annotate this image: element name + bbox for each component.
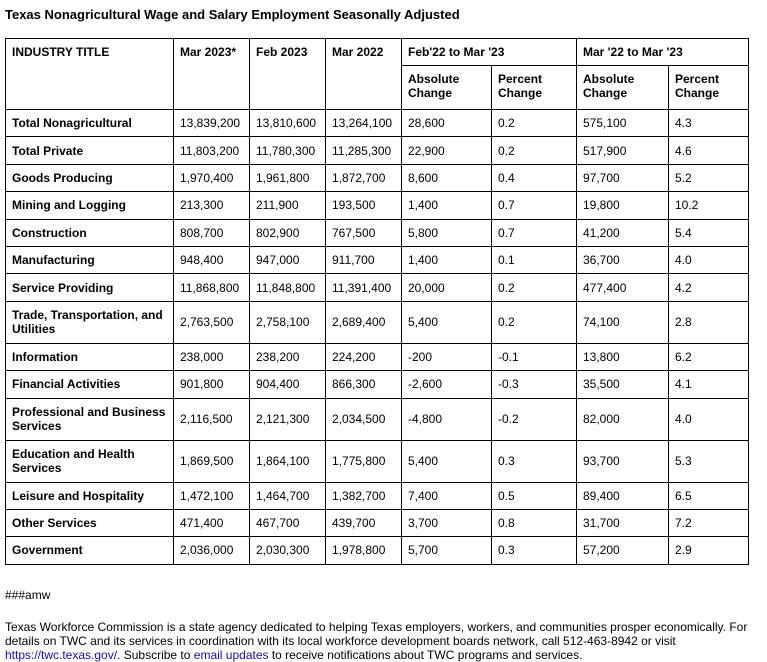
mar-2023-value: 1,970,400 (174, 164, 250, 191)
mar-2023-value: 13,839,200 (174, 110, 250, 137)
monthly-percent-change: 0.7 (492, 192, 577, 219)
yearly-percent-change: 4.3 (669, 110, 749, 137)
yearly-absolute-change: 13,800 (577, 343, 669, 370)
yearly-percent-change: 4.6 (669, 137, 749, 164)
mar-2022-value: 1,872,700 (326, 164, 402, 191)
table-row (6, 246, 749, 273)
yearly-percent-change: 5.4 (669, 219, 749, 246)
industry-name: Government (6, 537, 174, 564)
footer-text-3: to receive notifications about TWC programs and services. (268, 648, 583, 662)
industry-name: Information (6, 343, 174, 370)
mar-2022-value: 193,500 (326, 192, 402, 219)
email-updates-link[interactable]: email updates (193, 648, 269, 662)
table-row (6, 537, 749, 564)
industry-name: Leisure and Hospitality (6, 482, 174, 509)
monthly-percent-change: -0.1 (492, 343, 577, 370)
monthly-absolute-change: 1,400 (402, 246, 492, 273)
table-row (6, 137, 749, 164)
yearly-absolute-change: 36,700 (577, 246, 669, 273)
yearly-percent-change: 6.2 (669, 343, 749, 370)
monthly-percent-change: 0.2 (492, 110, 577, 137)
table-row (6, 440, 749, 482)
header-yearly-change: Mar '22 to Mar '23 (577, 39, 749, 66)
table-row (6, 164, 749, 191)
header-mar-2023: Mar 2023* (174, 39, 250, 110)
monthly-absolute-change: 7,400 (402, 482, 492, 509)
industry-name: Financial Activities (6, 371, 174, 398)
monthly-percent-change: 0.1 (492, 246, 577, 273)
yearly-percent-change: 2.8 (669, 301, 749, 343)
yearly-percent-change: 2.9 (669, 537, 749, 564)
monthly-absolute-change: 8,600 (402, 164, 492, 191)
monthly-percent-change: -0.2 (492, 398, 577, 440)
mar-2022-value: 2,689,400 (326, 301, 402, 343)
monthly-percent-change: 0.5 (492, 482, 577, 509)
feb-2023-value: 2,758,100 (250, 301, 326, 343)
mar-2023-value: 2,116,500 (174, 398, 250, 440)
mar-2023-value: 11,803,200 (174, 137, 250, 164)
yearly-absolute-change: 477,400 (577, 274, 669, 301)
yearly-absolute-change: 575,100 (577, 110, 669, 137)
mar-2023-value: 471,400 (174, 509, 250, 536)
mar-2022-value: 2,034,500 (326, 398, 402, 440)
table-row (6, 274, 749, 301)
feb-2023-value: 238,200 (250, 343, 326, 370)
mar-2022-value: 224,200 (326, 343, 402, 370)
monthly-absolute-change: 22,900 (402, 137, 492, 164)
monthly-absolute-change: 3,700 (402, 509, 492, 536)
industry-name: Education and Health Services (6, 440, 174, 482)
yearly-percent-change: 5.3 (669, 440, 749, 482)
mar-2023-value: 808,700 (174, 219, 250, 246)
mar-2022-value: 11,391,400 (326, 274, 402, 301)
yearly-percent-change: 4.1 (669, 371, 749, 398)
yearly-absolute-change: 97,700 (577, 164, 669, 191)
mar-2023-value: 2,036,000 (174, 537, 250, 564)
industry-name: Professional and Business Services (6, 398, 174, 440)
feb-2023-value: 947,000 (250, 246, 326, 273)
header-mar-2022: Mar 2022 (326, 39, 402, 110)
monthly-absolute-change: 1,400 (402, 192, 492, 219)
mar-2022-value: 1,978,800 (326, 537, 402, 564)
mar-2022-value: 866,300 (326, 371, 402, 398)
feb-2023-value: 1,464,700 (250, 482, 326, 509)
monthly-percent-change: 0.8 (492, 509, 577, 536)
header-industry: INDUSTRY TITLE (6, 39, 174, 110)
feb-2023-value: 2,030,300 (250, 537, 326, 564)
yearly-absolute-change: 517,900 (577, 137, 669, 164)
industry-name: Goods Producing (6, 164, 174, 191)
header-yearly-percent: Percent Change (669, 66, 749, 110)
monthly-absolute-change: 5,400 (402, 440, 492, 482)
table-row (6, 509, 749, 536)
yearly-absolute-change: 74,100 (577, 301, 669, 343)
feb-2023-value: 11,780,300 (250, 137, 326, 164)
table-row (6, 343, 749, 370)
table-body (6, 110, 749, 565)
mar-2023-value: 1,472,100 (174, 482, 250, 509)
mar-2022-value: 439,700 (326, 509, 402, 536)
yearly-percent-change: 7.2 (669, 509, 749, 536)
twc-website-link[interactable]: https://twc.texas.gov/ (5, 648, 118, 662)
mar-2023-value: 1,869,500 (174, 440, 250, 482)
header-monthly-change: Feb'22 to Mar '23 (402, 39, 577, 66)
mar-2023-value: 2,763,500 (174, 301, 250, 343)
monthly-absolute-change: -200 (402, 343, 492, 370)
mar-2023-value: 901,800 (174, 371, 250, 398)
header-monthly-percent: Percent Change (492, 66, 577, 110)
industry-name: Construction (6, 219, 174, 246)
mar-2022-value: 13,264,100 (326, 110, 402, 137)
mar-2022-value: 911,700 (326, 246, 402, 273)
feb-2023-value: 1,864,100 (250, 440, 326, 482)
yearly-absolute-change: 41,200 (577, 219, 669, 246)
feb-2023-value: 467,700 (250, 509, 326, 536)
feb-2023-value: 211,900 (250, 192, 326, 219)
monthly-absolute-change: 20,000 (402, 274, 492, 301)
table-row (6, 219, 749, 246)
mar-2023-value: 213,300 (174, 192, 250, 219)
page-title: Texas Nonagricultural Wage and Salary Employment Seasonally Adjusted (5, 7, 460, 22)
monthly-absolute-change: 5,400 (402, 301, 492, 343)
monthly-percent-change: 0.3 (492, 440, 577, 482)
yearly-absolute-change: 82,000 (577, 398, 669, 440)
feb-2023-value: 1,961,800 (250, 164, 326, 191)
yearly-percent-change: 6.5 (669, 482, 749, 509)
table-row (6, 371, 749, 398)
feb-2023-value: 802,900 (250, 219, 326, 246)
mar-2023-value: 238,000 (174, 343, 250, 370)
mar-2022-value: 1,775,800 (326, 440, 402, 482)
yearly-percent-change: 4.2 (669, 274, 749, 301)
yearly-absolute-change: 57,200 (577, 537, 669, 564)
monthly-percent-change: 0.7 (492, 219, 577, 246)
feb-2023-value: 13,810,600 (250, 110, 326, 137)
industry-name: Trade, Transportation, and Utilities (6, 301, 174, 343)
feb-2023-value: 11,848,800 (250, 274, 326, 301)
mar-2023-value: 948,400 (174, 246, 250, 273)
monthly-percent-change: 0.3 (492, 537, 577, 564)
yearly-absolute-change: 19,800 (577, 192, 669, 219)
signoff: ###amw (5, 588, 51, 602)
employment-table (5, 38, 749, 565)
monthly-percent-change: 0.2 (492, 301, 577, 343)
monthly-absolute-change: 28,600 (402, 110, 492, 137)
header-yearly-absolute: Absolute Change (577, 66, 669, 110)
yearly-percent-change: 4.0 (669, 398, 749, 440)
industry-name: Total Private (6, 137, 174, 164)
mar-2022-value: 767,500 (326, 219, 402, 246)
monthly-percent-change: 0.2 (492, 274, 577, 301)
yearly-absolute-change: 89,400 (577, 482, 669, 509)
feb-2023-value: 2,121,300 (250, 398, 326, 440)
footer-text-2: . Subscribe to (117, 648, 194, 662)
yearly-absolute-change: 35,500 (577, 371, 669, 398)
header-feb-2023: Feb 2023 (250, 39, 326, 110)
feb-2023-value: 904,400 (250, 371, 326, 398)
industry-name: Other Services (6, 509, 174, 536)
mar-2023-value: 11,868,800 (174, 274, 250, 301)
mar-2022-value: 11,285,300 (326, 137, 402, 164)
yearly-absolute-change: 93,700 (577, 440, 669, 482)
yearly-percent-change: 4.0 (669, 246, 749, 273)
industry-name: Service Providing (6, 274, 174, 301)
header-monthly-absolute: Absolute Change (402, 66, 492, 110)
yearly-percent-change: 10.2 (669, 192, 749, 219)
table-row (6, 398, 749, 440)
mar-2022-value: 1,382,700 (326, 482, 402, 509)
monthly-percent-change: 0.2 (492, 137, 577, 164)
table-row (6, 110, 749, 137)
monthly-absolute-change: 5,800 (402, 219, 492, 246)
table-row (6, 301, 749, 343)
monthly-percent-change: 0.4 (492, 164, 577, 191)
monthly-absolute-change: 5,700 (402, 537, 492, 564)
industry-name: Manufacturing (6, 246, 174, 273)
table-row (6, 192, 749, 219)
yearly-absolute-change: 31,700 (577, 509, 669, 536)
industry-name: Total Nonagricultural (6, 110, 174, 137)
monthly-absolute-change: -4,800 (402, 398, 492, 440)
monthly-absolute-change: -2,600 (402, 371, 492, 398)
footer-text-1: Texas Workforce Commission is a state agency dedicated to helping Texas employers, workers, and communities prosper economically. For details on TWC and its services in coordination with its local workforce development boards network, call 512-463-8942 or visit (5, 620, 748, 648)
footer-paragraph (5, 620, 760, 662)
yearly-percent-change: 5.2 (669, 164, 749, 191)
monthly-percent-change: -0.3 (492, 371, 577, 398)
industry-name: Mining and Logging (6, 192, 174, 219)
table-row (6, 482, 749, 509)
